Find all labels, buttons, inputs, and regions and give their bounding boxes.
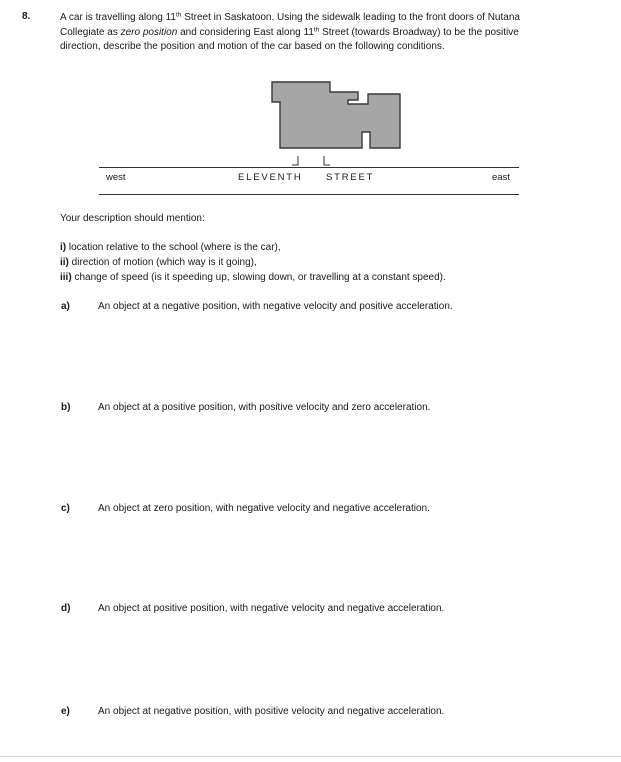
sidewalk-marker [290,154,330,168]
question-line-1: A car is travelling along 11th Street in Saskatoon. Using the sidewalk leading to the front doors of Nutana [60,11,520,23]
street-edge-south [99,194,519,195]
criteria-item: i) location relative to the school (where is the car), [60,242,281,253]
question-number: 8. [22,11,31,22]
school-building-diagram [270,80,404,152]
east-label: east [492,172,510,183]
part-c-text: An object at zero position, with negative velocity and negative acceleration. [98,503,430,514]
street-name-street: STREET [326,172,375,183]
west-label: west [106,172,126,183]
part-b-text: An object at a positive position, with positive velocity and zero acceleration. [98,402,431,413]
part-a-text: An object at a negative position, with negative velocity and positive acceleration. [98,301,453,312]
part-e-label: e) [61,706,70,717]
criteria-item: iii) change of speed (is it speeding up, slowing down, or travelling at a constant speed). [60,272,446,283]
street-name-eleventh: ELEVENTH [238,172,303,183]
school-building-shape [272,82,400,148]
part-d-label: d) [61,603,71,614]
part-b-label: b) [61,402,71,413]
question-line-2: Collegiate as zero position and considering East along 11th Street (towards Broadway) to be the positive [60,26,519,38]
page-bottom-rule [0,756,621,757]
part-a-label: a) [61,301,70,312]
part-e-text: An object at negative position, with positive velocity and negative acceleration. [98,706,445,717]
criteria-intro: Your description should mention: [60,213,205,224]
part-c-label: c) [61,503,70,514]
street-edge-north [99,167,519,168]
criteria-item: ii) direction of motion (which way is it going), [60,257,257,268]
part-d-text: An object at positive position, with negative velocity and negative acceleration. [98,603,445,614]
question-line-3: direction, describe the position and motion of the car based on the following conditions. [60,41,445,52]
question-text [60,11,580,55]
